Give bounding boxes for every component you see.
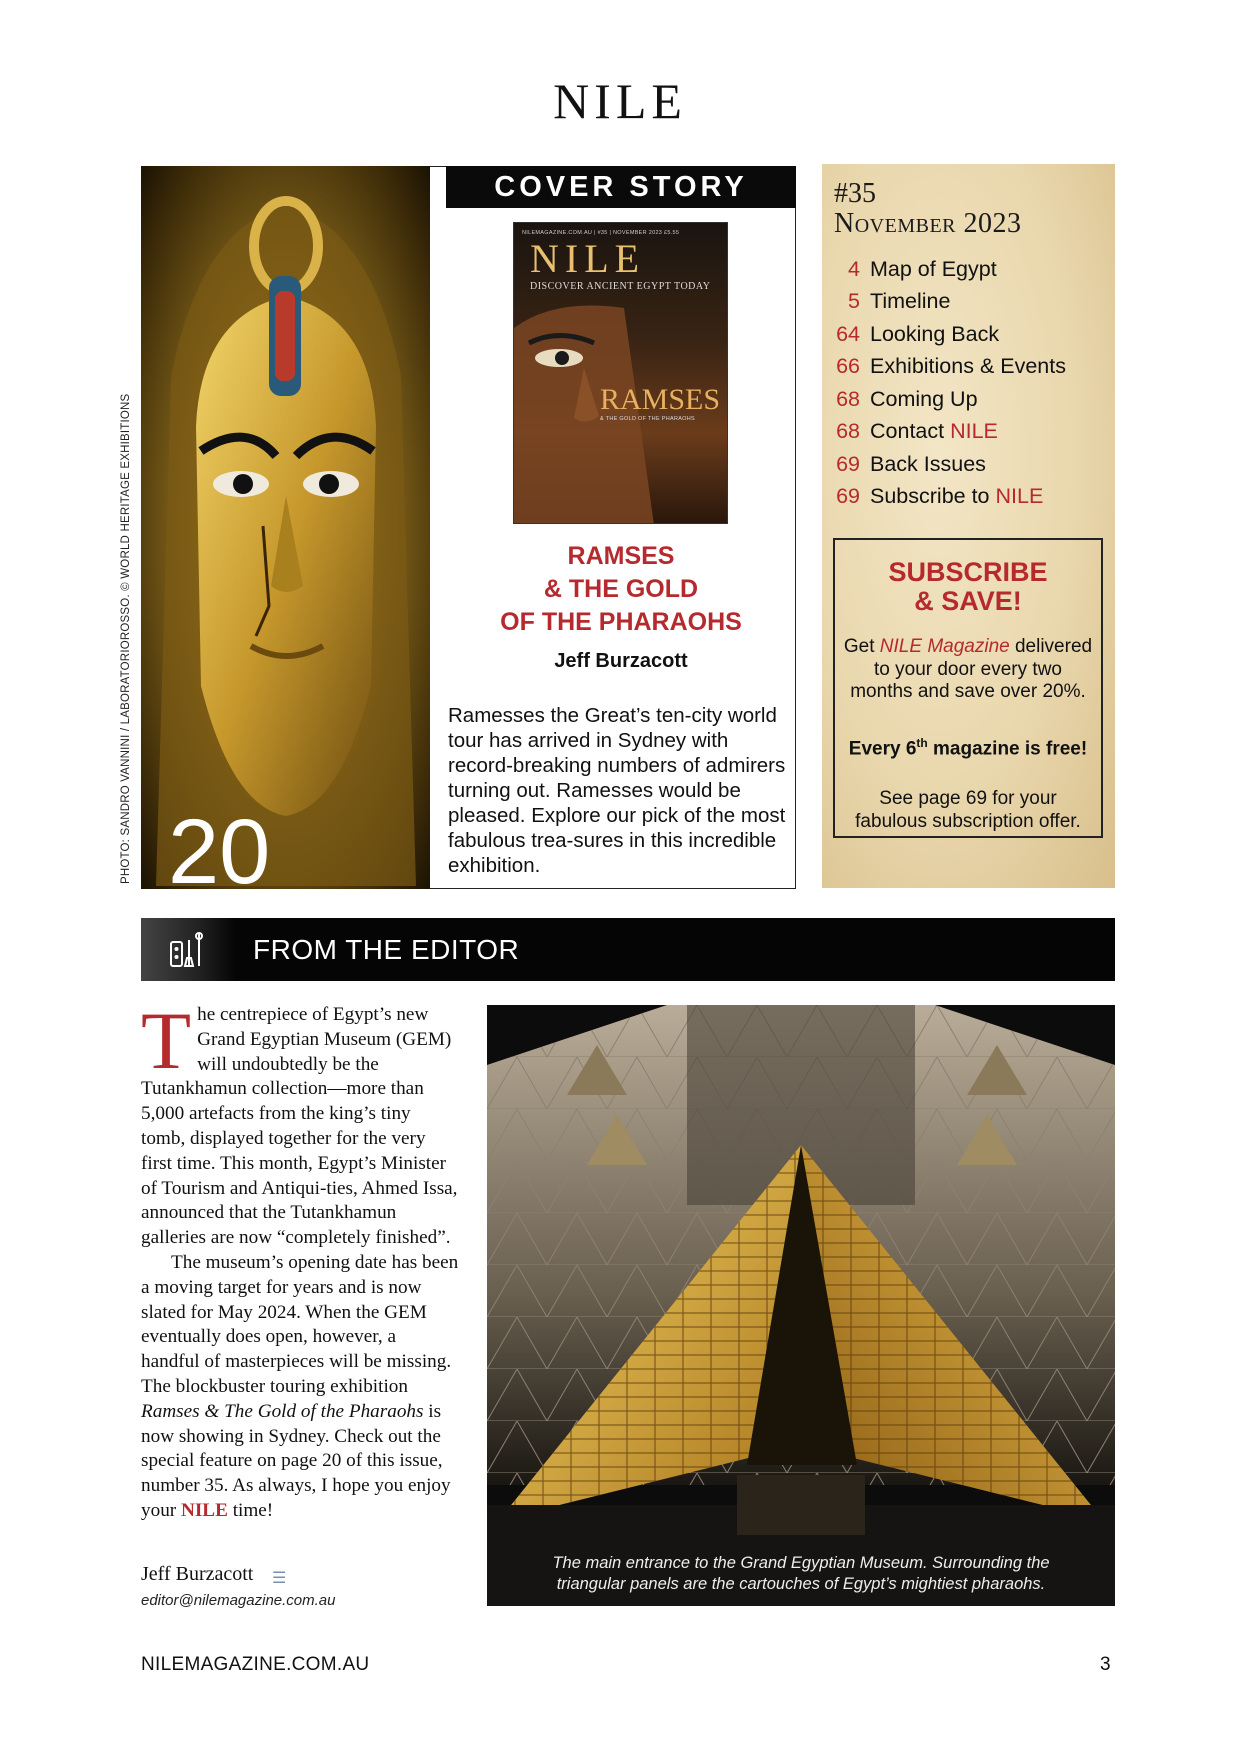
toc-item[interactable] xyxy=(822,253,1115,286)
subscribe-heading: SUBSCRIBE & SAVE! xyxy=(888,557,1048,616)
magazine-tagline: DISCOVER ANCIENT EGYPT TODAY xyxy=(530,281,711,292)
cover-story-text: Ramesses the Great’s ten-city world tour has arrived in Sydney with record-breaking numbers of admirers turning out. Ramesses would be pleased. Explore our pick of the most fabulous trea-sures in this incredible exhibition. xyxy=(448,704,786,877)
title-line: & THE GOLD xyxy=(543,575,699,603)
museum-photo-caption: The main entrance to the Grand Egyptian Museum. Surrounding the triangular panels are the cartouches of Egypt’s mightiest pharaohs. xyxy=(552,1554,1050,1593)
toc-title: Coming Up xyxy=(870,386,978,411)
toc-item[interactable] xyxy=(822,416,1115,449)
editor-paragraph: The museum’s opening date has been a moving target for years and is now slated for May 2024. When the GEM eventually does open, however, a handful of masterpieces will be missing. The blockbuster touring exhibition Ramses & The Gold of the Pharaohs is now showing in Sydney. Check out the special feature on page 20 of this issue, number 35. As always, I hope you enjoy your NILE time! xyxy=(141,1251,459,1521)
toc-page: 4 xyxy=(848,256,860,281)
contents-panel xyxy=(822,164,1115,888)
cover-story-banner: COVER STORY xyxy=(446,166,796,208)
table-of-contents xyxy=(822,253,1115,513)
magazine-logo: NILE xyxy=(530,236,646,281)
toc-item[interactable] xyxy=(822,448,1115,481)
golden-mask-image xyxy=(141,166,430,889)
editor-icon-background xyxy=(141,918,236,981)
scribe-palette-icon xyxy=(167,930,207,970)
editor-signature: Jeff Burzacott xyxy=(141,1563,254,1585)
golden-mask-photo xyxy=(141,166,430,889)
editor-email-link[interactable]: editor@nilemagazine.com.au xyxy=(141,1592,336,1609)
grand-egyptian-museum-image xyxy=(487,1005,1115,1606)
magazine-topline: NILEMAGAZINE.COM.AU | #35 | NOVEMBER 2023 £5.55 xyxy=(522,230,680,236)
magazine-subhead: & THE GOLD OF THE PHARAOHS xyxy=(600,416,696,422)
footer-page-number: 3 xyxy=(1100,1654,1111,1675)
issue-number: #35 xyxy=(834,178,876,209)
editor-paragraph: The centrepiece of Egypt’s new Grand Egyptian Museum (GEM) will undoubtedly be the Tutankhamun collection—more than 5,000 artefacts from the king’s tiny tomb, displayed together for the very first time. This month, Egypt’s Minister of Tourism and Antiqui-ties, Ahmed Issa, announced that the Tutankhamun galleries are now “completely finished”. xyxy=(141,995,458,1249)
subscribe-free-issue-text: Every 6th magazine is free! xyxy=(848,736,1088,760)
toc-page: 5 xyxy=(848,289,860,314)
toc-page: 69 xyxy=(836,484,860,509)
cover-page-number: 20 xyxy=(168,801,271,903)
nile-emblem-icon: ☰ xyxy=(272,1570,287,1587)
cover-story-author: Jeff Burzacott xyxy=(554,650,688,672)
toc-title: Timeline xyxy=(870,289,951,314)
title-line: OF THE PHARAOHS xyxy=(500,608,742,636)
museum-photo xyxy=(487,1005,1115,1606)
toc-page: 64 xyxy=(836,321,860,346)
photo-credit: PHOTO: SANDRO VANNINI / LABORATORIOROSSO. © WORLD HERITAGE EXHIBITIONS xyxy=(120,393,132,884)
toc-title: Exhibitions & Events xyxy=(870,354,1066,379)
toc-title: Contact NILE xyxy=(870,419,998,444)
toc-title: Subscribe to NILE xyxy=(870,484,1044,509)
toc-title: Map of Egypt xyxy=(870,256,997,281)
subscribe-offer-text: Get NILE Magazine delivered to your door every two months and save over 20%. xyxy=(843,636,1093,702)
masthead: NILE xyxy=(553,73,687,129)
title-line: RAMSES xyxy=(567,542,675,570)
subscribe-box[interactable] xyxy=(833,538,1103,838)
toc-page: 68 xyxy=(836,419,860,444)
footer-website-link[interactable]: NILEMAGAZINE.COM.AU xyxy=(141,1654,370,1675)
toc-item[interactable] xyxy=(822,383,1115,416)
magazine-headline: RAMSES xyxy=(600,383,721,416)
toc-item[interactable] xyxy=(822,318,1115,351)
subscribe-see-page-text: See page 69 for your fabulous subscription offer. xyxy=(855,788,1081,832)
toc-page: 68 xyxy=(836,386,860,411)
cover-story-title[interactable] xyxy=(446,540,796,639)
drop-cap: T xyxy=(141,995,192,1086)
toc-item[interactable] xyxy=(822,481,1115,514)
toc-page: 69 xyxy=(836,451,860,476)
toc-item[interactable] xyxy=(822,351,1115,384)
magazine-cover-thumbnail[interactable] xyxy=(513,222,728,524)
issue-date: November 2023 xyxy=(834,208,1022,239)
toc-page: 66 xyxy=(836,354,860,379)
toc-title: Looking Back xyxy=(870,321,1000,346)
toc-item[interactable] xyxy=(822,286,1115,319)
toc-title: Back Issues xyxy=(870,451,986,476)
editor-section-title: FROM THE EDITOR xyxy=(253,934,520,965)
editor-section-bar xyxy=(141,918,1115,981)
editor-letter xyxy=(141,995,459,1524)
